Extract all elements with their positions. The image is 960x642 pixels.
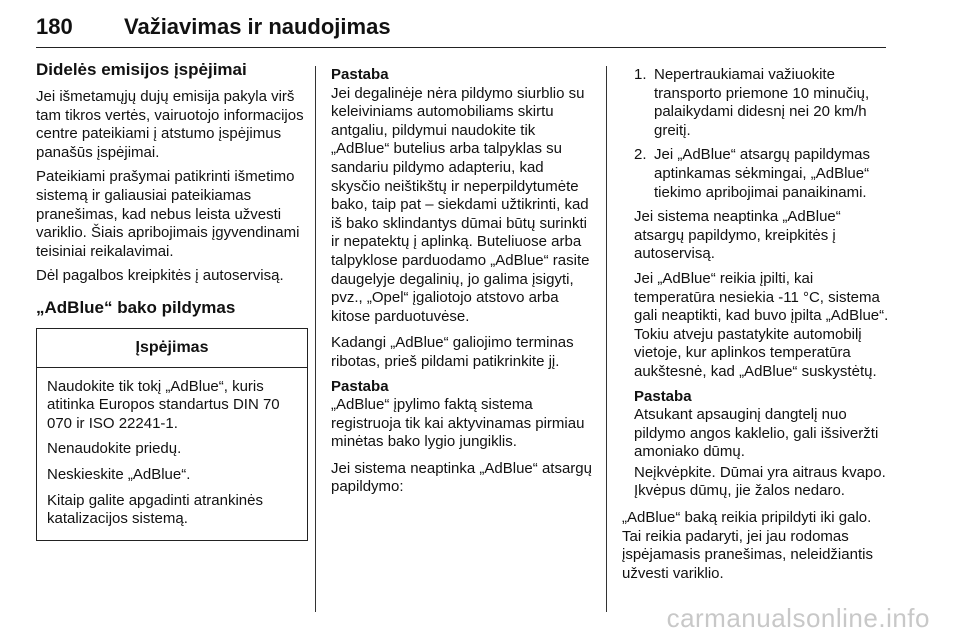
note-body: Neįkvėpkite. Dūmai yra aitraus kvapo. Įkvėpus dūmų, jie žalos nedaro. [634,463,886,500]
list-item-number: 1. [634,66,647,83]
paragraph: Dėl pagalbos kreipkitės į autoservisą. [36,267,284,285]
indented-block [622,208,890,501]
list-item [622,146,890,202]
paragraph: Jei išmetamųjų dujų emisija pakyla virš tam tikros vertės, vairuotojo informacijos centre pateikiami į atstumo įspėjimus panašūs įspėjimai. [36,88,304,161]
paragraph: Jei sistema neaptinka „AdBlue“ atsargų papildymo: [331,459,592,496]
steps-list [622,66,890,202]
warning-paragraph: Naudokite tik tokį „AdBlue“, kuris atitinka Europos standartus DIN 70 070 ir ISO 22241-1. [47,377,280,432]
warning-paragraph: Nenaudokite priedų. [47,440,182,458]
warning-paragraph: Kitaip galite apgadinti atrankinės katalizacijos sistemą. [47,491,263,528]
paragraph: „AdBlue“ baką reikia pripildyti iki galo. Tai reikia padaryti, jei jau rodomas įspėjamasis pranešimas, neleidžiantis užvesti variklio. [622,509,873,582]
section-heading-emissions: Didelės emisijos įspėjimai [36,60,247,79]
watermark: carmanualsonline.info [666,603,930,633]
page-number: 180 [36,14,73,39]
note-title: Pastaba [331,66,389,83]
note-title: Pastaba [634,387,692,405]
page-title: Važiavimas ir naudojimas [124,14,391,39]
column-1 [36,60,308,541]
warning-body [37,368,307,540]
list-item-text: Nepertraukiamai važiuokite transporto priemone 10 minučių, palaikydami didesnį nei 20 km/h greitį. [654,66,870,139]
column-divider-2 [606,66,607,612]
column-divider-1 [315,66,316,612]
paragraph: Pateikiami prašymai patikrinti išmetimo sistemą ir galiausiai pateikiamas pranešimas, kad nebus leista užvesti variklio. Šiais apribojimais įgyvendinami teisiniai reikalavimai. [36,168,300,260]
paragraph: Jei sistema neaptinka „AdBlue“ atsargų papildymo, kreipkitės į autoservisą. [634,208,841,263]
note-body: Atsukant apsauginį dangtelį nuo pildymo angos kaklelio, gali išsiveržti amoniako dūmų. [634,406,879,461]
page-header [36,14,886,48]
list-item-number: 2. [634,146,647,164]
warning-title: Įspėjimas [37,329,307,368]
header-divider [36,47,886,48]
warning-paragraph: Neskieskite „AdBlue“. [47,465,191,483]
paragraph: Jei „AdBlue“ reikia įpilti, kai temperatūra nesiekia -11 °C, sistema gali neaptikti, kad buvo įpilta „AdBlue“. Tokiu atveju pastatykite automobilį vietoje, kur aplinkos temperatūra aukštesnė, kad „AdBlue“ suskystėtų. [634,269,889,380]
note-title: Pastaba [331,377,389,395]
note-body: „AdBlue“ įpylimo faktą sistema registruoja tik kai aktyvinamas pirmiau minėtas bako lygio jungiklis. [331,396,585,451]
section-heading-adblue: „AdBlue“ bako pildymas [36,297,236,317]
warning-box [36,328,308,541]
note-body: Jei degalinėje nėra pildymo siurblio su keleiviniams automobiliams skirtu antgaliu, pildymui naudokite tik „AdBlue“ butelius arba talpyklas su sandariu pildymo adapteriu, kad skysčio neištikštų ir neperpildytumėte bako, taip pat – siekdami užtikrinti, kad iš bako sklindantys dūmai būtų surinkti ir nepatektų į aplinką. Buteliuose arba talpyklose parduodamo „AdBlue“ rasite daugelyje degalinių, jo galima įsigyti, pvz., „Opel“ įgaliotojo atstovo arba kitose parduotuvėse. [331,84,590,325]
column-2 [331,66,593,503]
list-item [622,66,890,140]
list-item-text: Jei „AdBlue“ atsargų papildymas aptinkamas sėkmingai, „AdBlue“ tiekimo apribojimai panaikinami. [654,146,870,201]
paragraph: Kadangi „AdBlue“ galiojimo terminas ribotas, prieš pildami patikrinkite jį. [331,334,574,370]
column-3 [622,66,890,589]
